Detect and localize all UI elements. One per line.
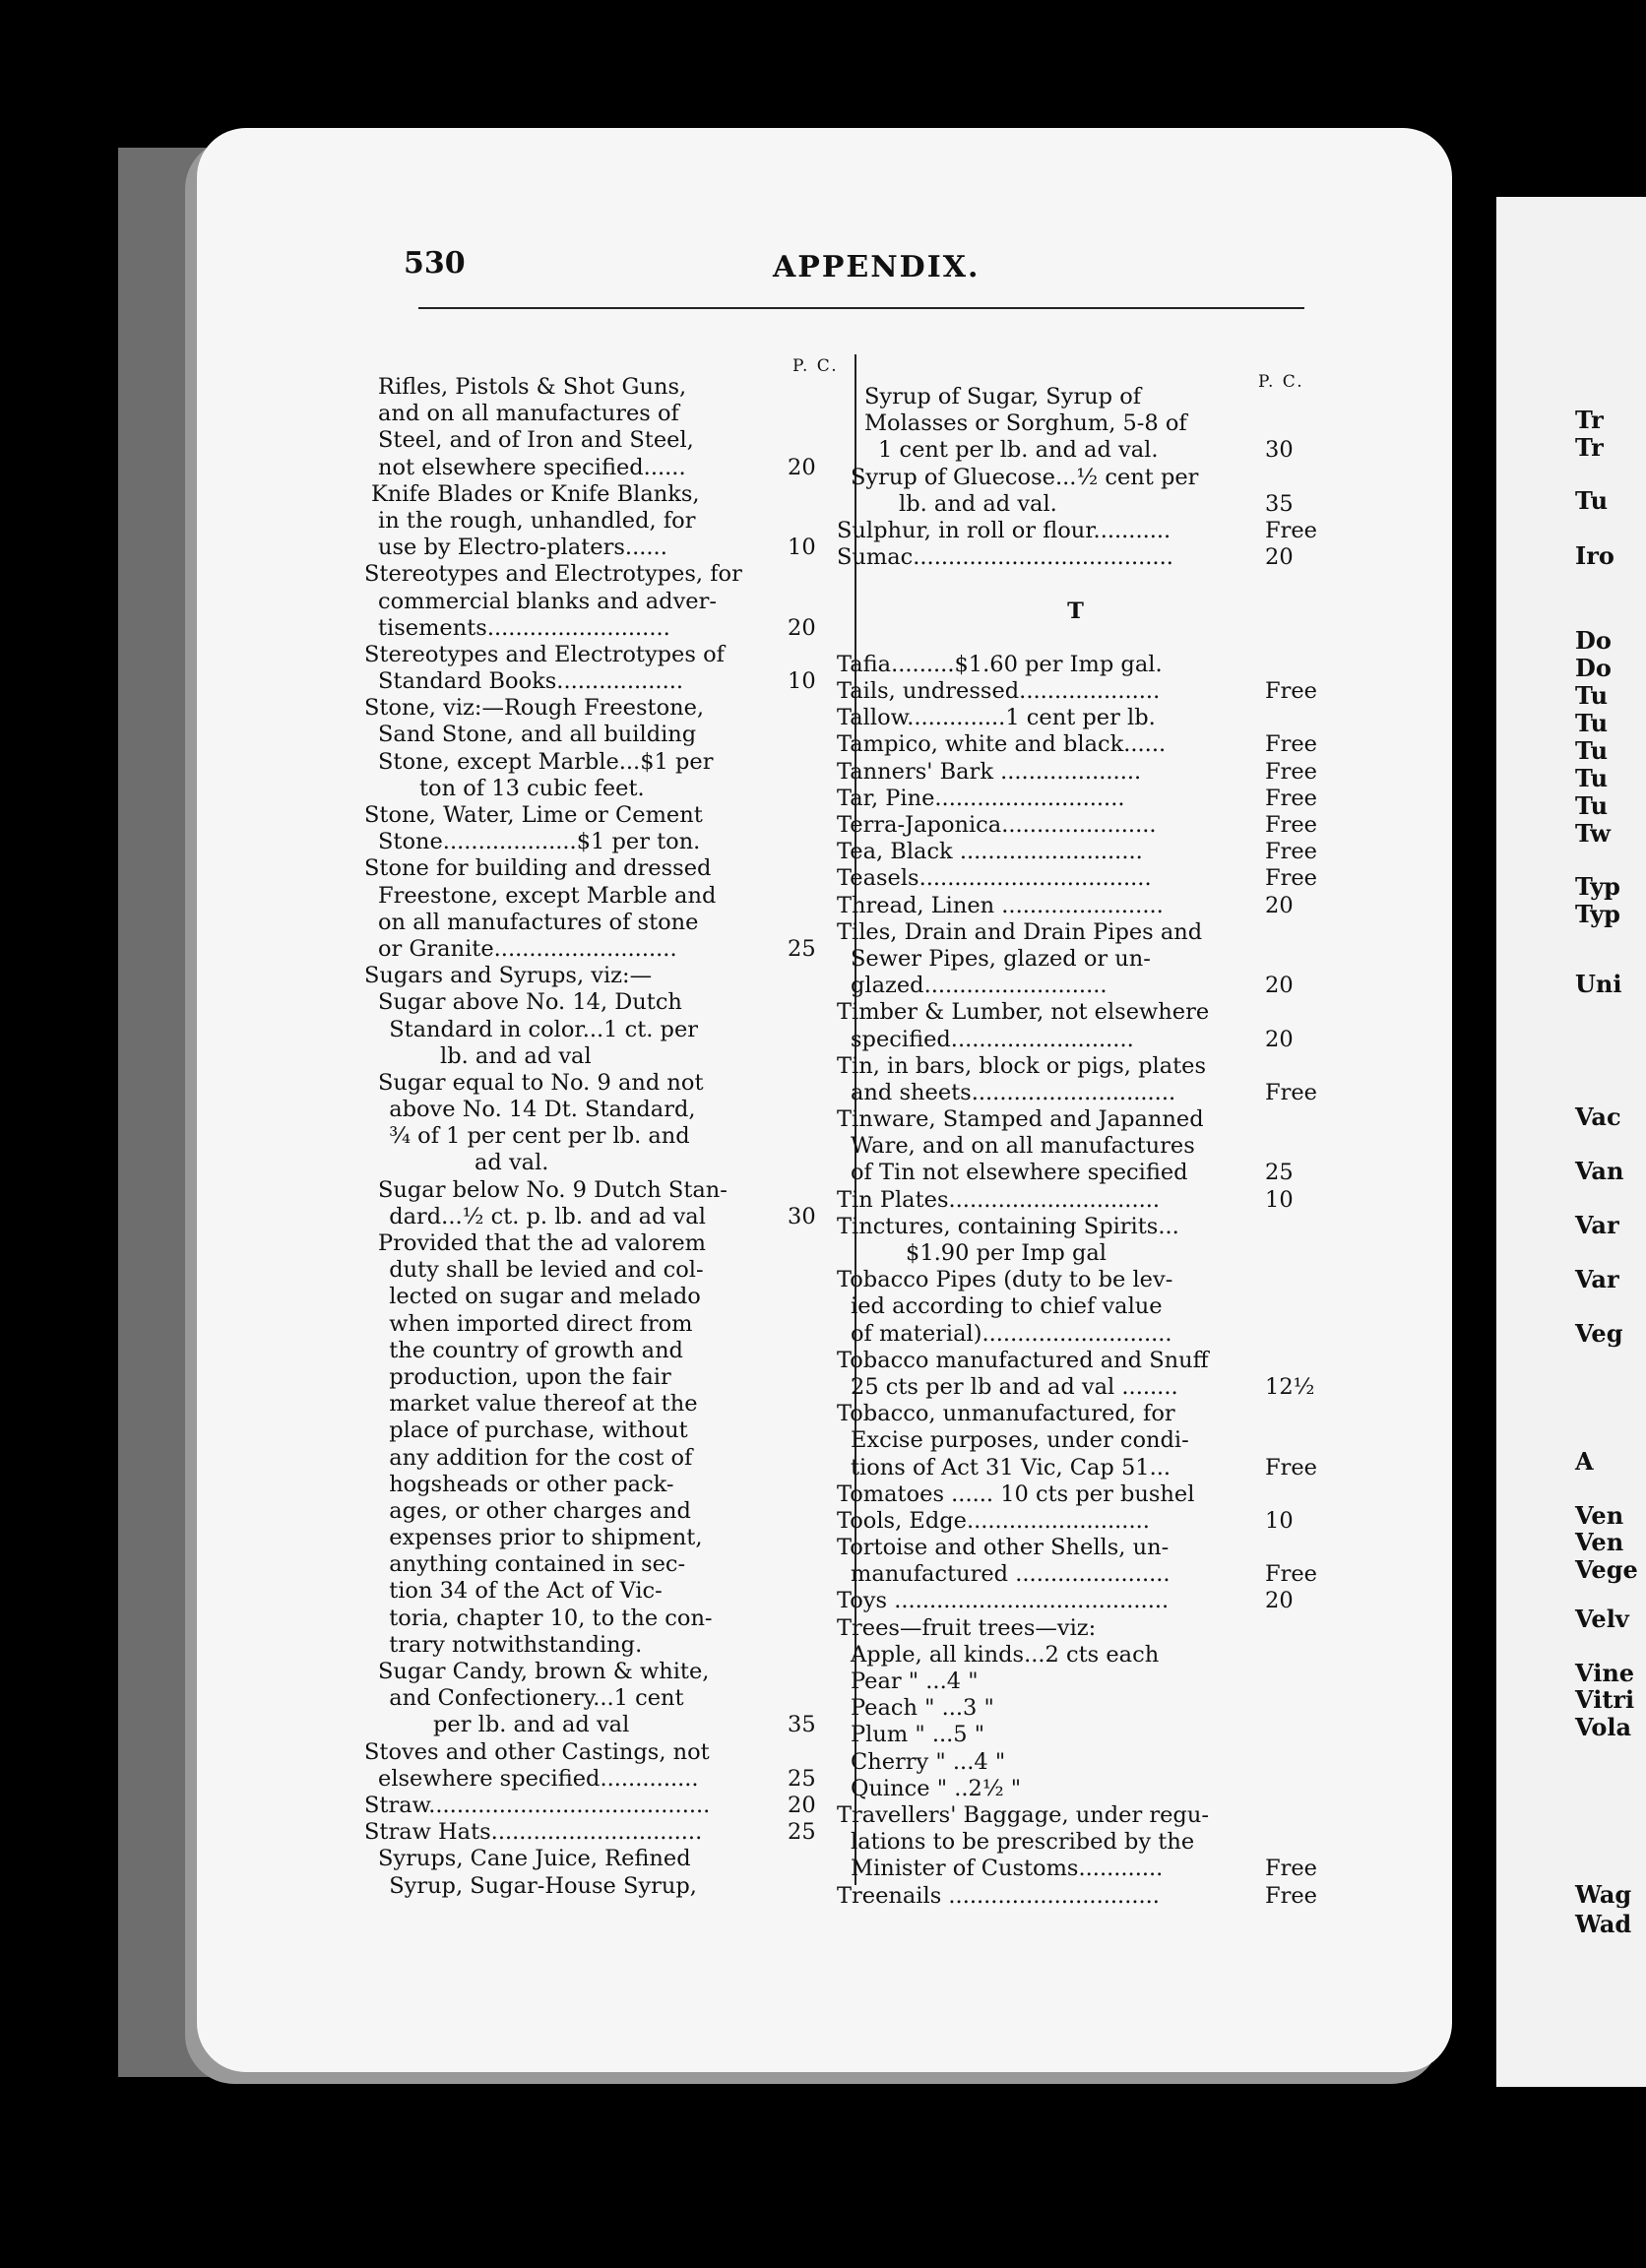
tariff-line [837, 999, 1314, 1026]
item-text: Sugar Candy, brown & white, [378, 1659, 710, 1684]
tariff-line [837, 1321, 1314, 1348]
tariff-line [837, 1802, 1314, 1829]
item-text: Excise purposes, under condi- [851, 1427, 1189, 1454]
tariff-line [837, 517, 1317, 544]
item-text: lected on sugar and melado [389, 1284, 701, 1310]
item-text: and on all manufactures of [378, 401, 679, 427]
item-text: of material)........................... [851, 1320, 1172, 1347]
item-text: Stoves and other Castings, not [364, 1738, 710, 1765]
rate-value: Free [1265, 1079, 1317, 1105]
item-text: above No. 14 Dt. Standard, [389, 1097, 696, 1123]
rate-value: 10 [1265, 1186, 1294, 1213]
tariff-line [837, 1133, 1314, 1160]
item-text: Sugar equal to No. 9 and not [378, 1069, 704, 1096]
tariff-line [364, 535, 837, 561]
fragment-text: Vola [1575, 1713, 1632, 1741]
item-text: dard...½ ct. p. lb. and ad val [389, 1203, 706, 1229]
fragment-text: Do [1575, 654, 1612, 682]
item-text: Peach " ...3 " [851, 1695, 994, 1722]
item-text: on all manufactures of stone [378, 909, 699, 935]
item-text: ton of 13 cubic feet. [419, 775, 645, 801]
section-letter: T [1067, 598, 1084, 624]
tariff-line [364, 589, 837, 615]
item-text: elsewhere specified.............. [378, 1765, 699, 1792]
tariff-line [364, 1150, 837, 1176]
item-text: Tampico, white and black...... [837, 731, 1167, 758]
item-text: Sugars and Syrups, viz:— [364, 963, 653, 989]
fragment-text: Tu [1575, 709, 1609, 737]
item-text: per lb. and ad val [433, 1712, 630, 1738]
tariff-line [837, 1214, 1314, 1240]
fragment-text: Vine [1575, 1659, 1635, 1687]
tariff-line [837, 1160, 1314, 1186]
item-text: Syrups, Cane Juice, Refined [378, 1846, 691, 1872]
fragment-text: Typ [1575, 900, 1620, 928]
item-text: Tanners' Bark .................... [837, 758, 1142, 785]
tariff-line [364, 1070, 837, 1097]
item-text: not elsewhere specified...... [378, 454, 686, 480]
item-text: Tafia.........$1.60 per Imp gal. [837, 651, 1163, 677]
tariff-line [364, 1338, 837, 1364]
tariff-line [837, 1053, 1314, 1080]
tariff-line [837, 1669, 1314, 1695]
rate-value: 20 [1265, 892, 1294, 918]
item-text: any addition for the cost of [389, 1444, 693, 1471]
tariff-line [364, 1739, 837, 1766]
rate-value: 20 [788, 454, 816, 480]
item-text: Straw Hats.............................. [364, 1819, 703, 1846]
fragment-text: Tr [1575, 433, 1604, 462]
item-text: Quince " ..2½ " [851, 1775, 1022, 1801]
item-text: Tin, in bars, block or pigs, plates [837, 1052, 1207, 1079]
column-heading-left: P. C. [792, 356, 839, 376]
fragment-text: Var [1575, 1265, 1619, 1293]
page-title: APPENDIX. [773, 250, 981, 284]
tariff-line [364, 829, 837, 855]
rate-value: Free [1265, 1561, 1317, 1588]
fragment-text: Iro [1575, 541, 1614, 570]
fragment-text: A [1575, 1447, 1594, 1476]
rate-value: 10 [788, 535, 816, 561]
fragment-text: Uni [1575, 970, 1622, 998]
tariff-line [364, 1472, 837, 1498]
fragment-text: Vac [1575, 1102, 1621, 1131]
fragment-text: Var [1575, 1211, 1619, 1239]
item-text: Standard Books.................. [378, 668, 684, 695]
rate-value: 25 [788, 935, 816, 962]
rate-value: 25 [788, 1819, 816, 1846]
item-text: of Tin not elsewhere specified [851, 1160, 1188, 1186]
item-text: Tails, undressed.................... [837, 678, 1161, 705]
tariff-line [837, 839, 1317, 865]
rate-value: 35 [788, 1712, 816, 1738]
tariff-line [837, 865, 1317, 892]
tariff-line [364, 1364, 837, 1391]
item-text: trary notwithstanding. [389, 1631, 643, 1658]
tariff-line [837, 1856, 1317, 1882]
item-text: Tinctures, containing Spirits... [837, 1213, 1179, 1239]
tariff-line [837, 652, 1314, 678]
item-text: Teasels................................. [837, 865, 1152, 892]
item-text: Treenails .............................. [837, 1882, 1160, 1909]
tariff-line [364, 749, 837, 776]
rate-value: Free [1265, 731, 1317, 758]
item-text: Minister of Customs............ [851, 1856, 1164, 1882]
tariff-line [364, 1204, 837, 1230]
tariff-line [837, 946, 1314, 973]
item-text: Pear " ...4 " [851, 1669, 979, 1694]
item-text: Stone, Water, Lime or Cement [364, 802, 703, 828]
tariff-line [364, 1712, 837, 1738]
tariff-line [837, 758, 1317, 786]
item-text: Trees—fruit trees—viz: [837, 1614, 1097, 1641]
tariff-line [837, 785, 1317, 812]
item-text: and Confectionery...1 cent [389, 1685, 684, 1712]
tariff-line [364, 936, 837, 963]
tariff-line [364, 1766, 837, 1793]
left-column [364, 374, 837, 1900]
tariff-line [364, 776, 837, 802]
item-text: 1 cent per lb. and ad val. [878, 437, 1159, 464]
item-text: lations to be prescribed by the [851, 1829, 1195, 1856]
tariff-line [837, 384, 1314, 410]
fragment-text: Vege [1575, 1555, 1638, 1584]
item-text: Tobacco Pipes (duty to be lev- [837, 1267, 1173, 1293]
rate-value: Free [1265, 839, 1317, 865]
tariff-line [364, 642, 837, 668]
item-text: manufactured ...................... [851, 1561, 1171, 1588]
item-text: production, upon the fair [389, 1363, 671, 1390]
item-text: Apple, all kinds...2 cts each [851, 1641, 1160, 1668]
tariff-line [364, 802, 837, 829]
fragment-text: Tr [1575, 406, 1604, 434]
item-text: Provided that the ad valorem [378, 1230, 707, 1256]
item-text: Stone...................$1 per ton. [378, 829, 701, 855]
item-text: in the rough, unhandled, for [378, 507, 696, 534]
item-text: tion 34 of the Act of Vic- [389, 1578, 663, 1605]
tariff-line [364, 1257, 837, 1284]
item-text: Tar, Pine........................... [837, 785, 1125, 811]
fragment-text: Tw [1575, 819, 1611, 848]
item-text: ¾ of 1 per cent per lb. and [389, 1123, 690, 1150]
tariff-line [364, 1043, 837, 1070]
rate-value: 25 [1265, 1160, 1294, 1186]
fragment-text: Velv [1575, 1605, 1629, 1633]
tariff-line [837, 1642, 1314, 1669]
rate-value: Free [1265, 517, 1317, 543]
item-text: Tin Plates.............................. [837, 1186, 1161, 1213]
item-text: Tobacco, unmanufactured, for [837, 1401, 1175, 1427]
tariff-line [837, 812, 1317, 839]
tariff-line [837, 1454, 1317, 1481]
rate-value: 20 [1265, 544, 1294, 571]
tariff-line [837, 1348, 1314, 1374]
tariff-line [837, 1882, 1317, 1910]
item-text: use by Electro-platers...... [378, 535, 667, 561]
item-text: Stone, except Marble...$1 per [378, 748, 714, 775]
tariff-line [364, 1606, 837, 1632]
rate-value: Free [1265, 1856, 1317, 1882]
item-text: glazed.......................... [851, 973, 1108, 999]
item-text: tisements.......................... [378, 614, 670, 641]
page-header [404, 246, 1329, 285]
item-text: Cherry " ...4 " [851, 1748, 1006, 1775]
tariff-line [364, 1578, 837, 1605]
rate-value: 20 [788, 1792, 816, 1818]
item-text: tions of Act 31 Vic, Cap 51... [851, 1454, 1171, 1480]
tariff-line [837, 1187, 1314, 1214]
tariff-line [837, 705, 1314, 731]
item-text: Syrup, Sugar-House Syrup, [389, 1872, 697, 1899]
rate-value: 20 [1265, 1588, 1294, 1614]
item-text: Rifles, Pistols & Shot Guns, [378, 374, 687, 400]
tariff-line [837, 1561, 1317, 1588]
rate-value: 20 [1265, 973, 1294, 999]
item-text: lb. and ad val [440, 1042, 592, 1069]
fragment-text: Tu [1575, 764, 1609, 792]
tariff-line [837, 1293, 1314, 1320]
item-text: 25 cts per lb and ad val ........ [851, 1373, 1178, 1400]
rate-value: 10 [1265, 1507, 1294, 1534]
item-text: Tortoise and other Shells, un- [837, 1535, 1170, 1561]
item-text: Syrup of Sugar, Syrup of [864, 384, 1142, 410]
column-heading-right: P. C. [1258, 372, 1304, 392]
item-text: Straw........................................ [364, 1792, 711, 1818]
rate-value: Free [1265, 1454, 1317, 1480]
item-text: ad val. [475, 1150, 549, 1176]
rate-value: 35 [1265, 490, 1294, 517]
tariff-line [837, 1106, 1314, 1133]
item-text: Tallow..............1 cent per lb. [837, 705, 1156, 731]
item-text: place of purchase, without [389, 1418, 688, 1444]
fragment-text: Wag [1575, 1880, 1632, 1909]
tariff-line [364, 1017, 837, 1043]
tariff-line [364, 615, 837, 642]
rate-value: 20 [1265, 1026, 1294, 1052]
item-text: Syrup of Gluecose...½ cent per [851, 464, 1199, 490]
tariff-line [837, 1027, 1314, 1053]
tariff-line [364, 1177, 837, 1204]
item-text: expenses prior to shipment, [389, 1525, 703, 1551]
tariff-line [837, 625, 1314, 652]
tariff-line [364, 1846, 837, 1872]
item-text: Toys ....................................... [837, 1588, 1170, 1614]
item-text: Tools, Edge.......................... [837, 1507, 1150, 1534]
tariff-line [364, 1551, 837, 1578]
item-text: Stereotypes and Electrotypes, for [364, 561, 742, 588]
item-text: $1.90 per Imp gal [906, 1240, 1107, 1266]
item-text: Stone for building and dressed [364, 855, 712, 882]
tariff-line [837, 1588, 1314, 1614]
fragment-text: Tu [1575, 681, 1609, 710]
item-text: Sugar below No. 9 Dutch Stan- [378, 1176, 728, 1203]
tariff-line [837, 1535, 1314, 1561]
rate-value: 12½ [1265, 1373, 1315, 1400]
rate-value: 30 [1265, 437, 1294, 464]
tariff-line [364, 1230, 837, 1257]
item-text: ied according to chief value [851, 1293, 1163, 1320]
tariff-line [364, 1873, 837, 1900]
item-text: Knife Blades or Knife Blanks, [371, 480, 700, 507]
item-text: and sheets............................. [851, 1079, 1176, 1105]
tariff-line [837, 410, 1314, 437]
tariff-line [364, 695, 837, 722]
tariff-line [837, 437, 1314, 464]
rate-value: Free [1265, 785, 1317, 811]
tariff-line [364, 1525, 837, 1551]
tariff-line [364, 668, 837, 695]
tariff-line [837, 1481, 1314, 1508]
tariff-line [837, 919, 1314, 946]
tariff-line [837, 1749, 1314, 1776]
tariff-line [837, 1401, 1314, 1427]
item-text: Sugar above No. 14, Dutch [378, 989, 682, 1016]
item-text: Freestone, except Marble and [378, 882, 717, 909]
item-text: Sand Stone, and all building [378, 722, 697, 748]
item-text: duty shall be levied and col- [389, 1257, 704, 1284]
tariff-line [837, 544, 1314, 571]
tariff-line [837, 1427, 1314, 1454]
section-heading [837, 598, 1314, 625]
tariff-line [364, 1793, 837, 1819]
tariff-line [837, 571, 1314, 598]
item-text: Molasses or Sorghum, 5-8 of [864, 410, 1187, 437]
rate-value: Free [1265, 812, 1317, 838]
item-text: market value thereof at the [389, 1391, 698, 1418]
rate-value: 10 [788, 668, 816, 695]
tariff-line [364, 481, 837, 508]
item-text: Tobacco manufactured and Snuff [837, 1347, 1209, 1373]
tariff-line [837, 1722, 1314, 1748]
adjacent-page [1496, 197, 1646, 2087]
tariff-line [364, 989, 837, 1016]
tariff-line [364, 963, 837, 989]
fragment-text: Wad [1575, 1910, 1632, 1938]
fragment-text: Ven [1575, 1501, 1624, 1530]
tariff-line [364, 1418, 837, 1444]
tariff-line [837, 1374, 1314, 1401]
tariff-line [364, 855, 837, 882]
rate-value: Free [1265, 1882, 1317, 1909]
tariff-line [364, 1311, 837, 1338]
item-text: Timber & Lumber, not elsewhere [837, 999, 1210, 1026]
tariff-line [837, 1829, 1314, 1856]
item-text: Tiles, Drain and Drain Pipes and [837, 918, 1203, 945]
fragment-text: Van [1575, 1157, 1624, 1185]
item-text: Tinware, Stamped and Japanned [837, 1106, 1204, 1133]
tariff-line [364, 1445, 837, 1472]
item-text: Travellers' Baggage, under regu- [837, 1801, 1209, 1828]
item-text: hogsheads or other pack- [389, 1471, 674, 1497]
page-number: 530 [404, 246, 466, 281]
item-text: Thread, Linen ....................... [837, 892, 1164, 918]
tariff-line [364, 427, 837, 454]
tariff-line [364, 1097, 837, 1123]
tariff-line [837, 491, 1314, 518]
item-text: Stereotypes and Electrotypes of [364, 641, 725, 667]
item-text: toria, chapter 10, to the con- [389, 1605, 713, 1631]
item-text: Sumac..................................... [837, 544, 1173, 571]
tariff-line [364, 1284, 837, 1310]
right-column [837, 384, 1317, 1910]
tariff-line [364, 1685, 837, 1712]
tariff-line [364, 561, 837, 588]
item-text: Tomatoes ...... 10 cts per bushel [837, 1480, 1195, 1507]
tariff-line [837, 465, 1314, 491]
tariff-line [364, 508, 837, 535]
item-text: when imported direct from [389, 1310, 693, 1337]
tariff-line [364, 1123, 837, 1150]
tariff-line [837, 731, 1317, 758]
item-text: specified.......................... [851, 1026, 1134, 1052]
fragment-text: Ven [1575, 1528, 1624, 1556]
item-text: Tea, Black .......................... [837, 839, 1143, 865]
fragment-text: Typ [1575, 872, 1620, 901]
tariff-line [364, 374, 837, 401]
tariff-line [837, 1615, 1314, 1642]
item-text: anything contained in sec- [389, 1551, 686, 1578]
item-text: or Granite.......................... [378, 935, 677, 962]
fragment-text: Veg [1575, 1319, 1623, 1348]
item-text: Sewer Pipes, glazed or un- [851, 945, 1151, 972]
item-text: Terra-Japonica...................... [837, 812, 1157, 838]
rate-value: 25 [788, 1765, 816, 1792]
fragment-text: Tu [1575, 486, 1609, 515]
tariff-line [364, 1632, 837, 1659]
tariff-line [364, 1391, 837, 1418]
tariff-line [837, 1079, 1317, 1106]
tariff-line [837, 1776, 1314, 1802]
fragment-text: Tu [1575, 791, 1609, 820]
item-text: Sulphur, in roll or flour........... [837, 517, 1171, 543]
item-text: the country of growth and [389, 1337, 683, 1363]
tariff-line [364, 1819, 837, 1846]
item-text: Plum " ...5 " [851, 1722, 985, 1748]
item-text: Steel, and of Iron and Steel, [378, 427, 694, 454]
tariff-line [364, 455, 837, 481]
fragment-text: Tu [1575, 736, 1609, 765]
tariff-line [364, 910, 837, 936]
tariff-line [364, 883, 837, 910]
rate-value: 30 [788, 1203, 816, 1229]
item-text: lb. and ad val. [899, 490, 1057, 517]
item-text: ages, or other charges and [389, 1497, 691, 1524]
header-rule [418, 307, 1304, 309]
item-text: commercial blanks and adver- [378, 588, 717, 614]
tariff-line [364, 722, 837, 748]
rate-value: Free [1265, 758, 1317, 785]
tariff-line [364, 1659, 837, 1685]
tariff-line [364, 1498, 837, 1525]
tariff-line [364, 401, 837, 427]
tariff-line [837, 893, 1314, 919]
item-text: Stone, viz:—Rough Freestone, [364, 695, 705, 722]
item-text: Standard in color...1 ct. per [389, 1016, 699, 1042]
tariff-line [837, 678, 1317, 705]
rate-value: Free [1265, 678, 1317, 705]
fragment-text: Do [1575, 626, 1612, 655]
rate-value: 20 [788, 614, 816, 641]
rate-value: Free [1265, 865, 1317, 892]
tariff-line [837, 1240, 1314, 1267]
tariff-line [837, 1267, 1314, 1293]
tariff-line [837, 973, 1314, 999]
fragment-text: Vitri [1575, 1685, 1635, 1714]
tariff-line [837, 1508, 1314, 1535]
item-text: Ware, and on all manufactures [851, 1133, 1195, 1160]
tariff-line [837, 1695, 1314, 1722]
